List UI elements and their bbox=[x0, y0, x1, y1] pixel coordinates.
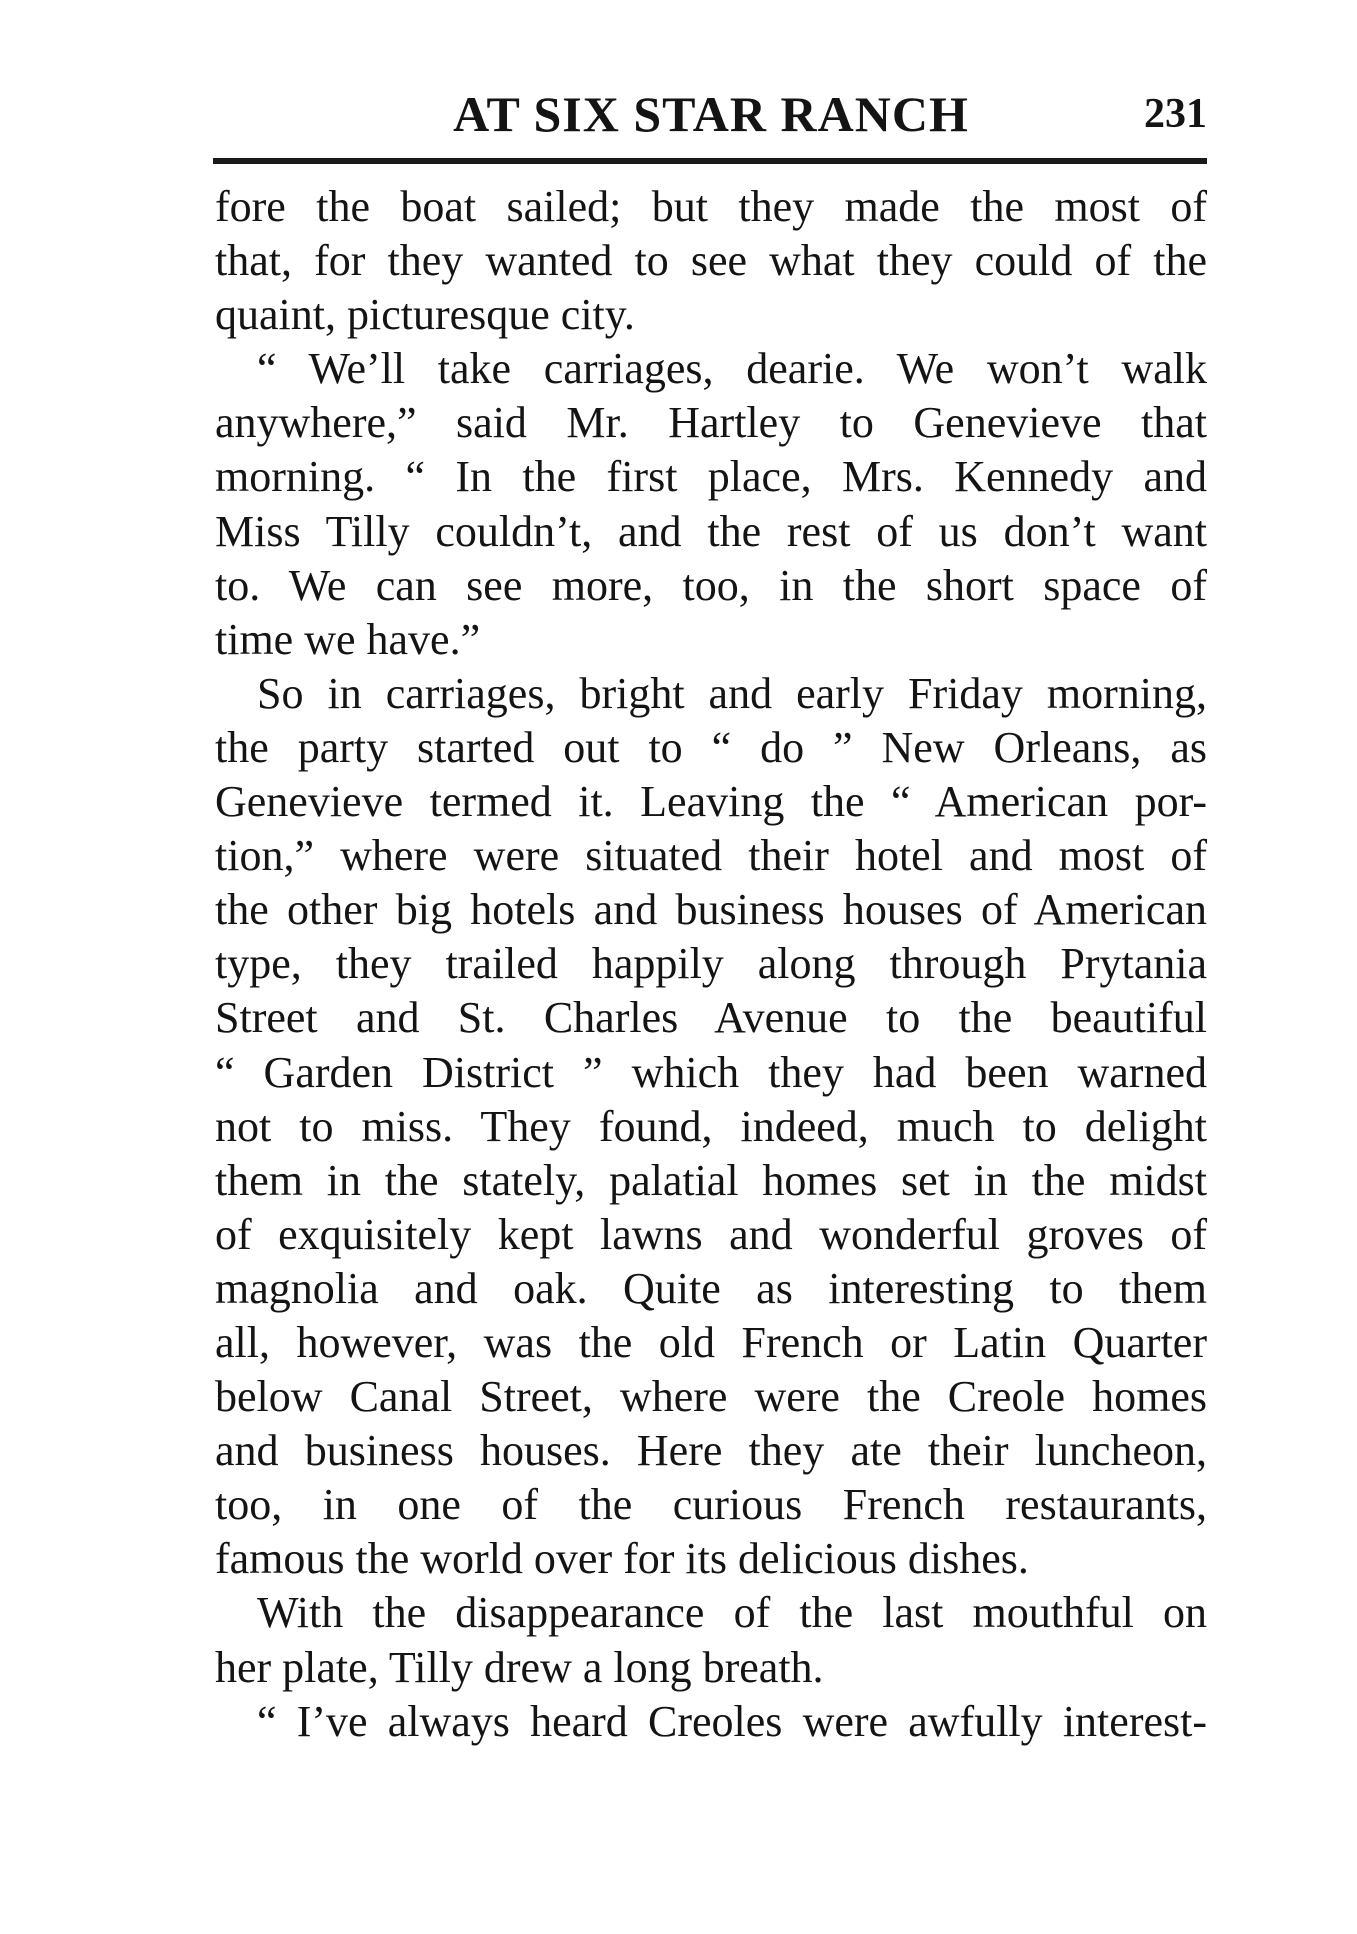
text-line: quaint, picturesque city. bbox=[215, 290, 635, 340]
text-line: anywhere,” said Mr. Hartley to Genevieve that bbox=[215, 398, 1207, 448]
text-line: not to miss. They found, indeed, much to delight bbox=[215, 1101, 1207, 1151]
text-line: the party started out to “ do ” New Orleans, as bbox=[215, 722, 1207, 772]
text-line: Genevieve termed it. Leaving the “ American por- bbox=[215, 777, 1207, 827]
text-line: Street and St. Charles Avenue to the beautiful bbox=[215, 993, 1207, 1043]
text-line: them in the stately, palatial homes set in the midst bbox=[215, 1155, 1207, 1205]
body-text bbox=[215, 180, 1207, 1749]
text-line: too, in one of the curious French restaurants, bbox=[215, 1480, 1207, 1530]
text-line: the other big hotels and business houses of American bbox=[215, 885, 1207, 935]
text-line: below Canal Street, where were the Creole homes bbox=[215, 1372, 1207, 1422]
running-header bbox=[215, 84, 1207, 144]
running-title: AT SIX STAR RANCH bbox=[453, 86, 969, 142]
text-line: time we have.” bbox=[215, 614, 481, 664]
text-line: to. We can see more, too, in the short space of bbox=[215, 560, 1207, 610]
text-line: So in carriages, bright and early Friday morning, bbox=[257, 668, 1207, 718]
text-line: morning. “ In the first place, Mrs. Kennedy and bbox=[215, 452, 1207, 502]
text-line: that, for they wanted to see what they could of the bbox=[215, 236, 1207, 286]
text-line: “ We’ll take carriages, dearie. We won’t walk bbox=[257, 344, 1207, 394]
text-line: her plate, Tilly drew a long breath. bbox=[215, 1642, 824, 1692]
text-line: With the disappearance of the last mouthful on bbox=[257, 1588, 1207, 1638]
text-line: all, however, was the old French or Latin Quarter bbox=[215, 1317, 1207, 1367]
text-line: Miss Tilly couldn’t, and the rest of us don’t want bbox=[215, 506, 1207, 556]
text-line: famous the world over for its delicious dishes. bbox=[215, 1534, 1029, 1584]
text-line: type, they trailed happily along through Prytania bbox=[215, 939, 1207, 989]
text-line: of exquisitely kept lawns and wonderful groves of bbox=[215, 1209, 1207, 1259]
text-line: and business houses. Here they ate their luncheon, bbox=[215, 1426, 1207, 1476]
text-line: fore the boat sailed; but they made the most of bbox=[215, 182, 1207, 231]
page-number: 231 bbox=[1144, 91, 1207, 137]
text-line: magnolia and oak. Quite as interesting to them bbox=[215, 1263, 1207, 1313]
text-line: “ Garden District ” which they had been warned bbox=[215, 1047, 1207, 1097]
text-line: “ I’ve always heard Creoles were awfully interest- bbox=[257, 1696, 1207, 1746]
header-rule bbox=[213, 158, 1207, 164]
text-line: tion,” where were situated their hotel and most of bbox=[215, 831, 1207, 881]
